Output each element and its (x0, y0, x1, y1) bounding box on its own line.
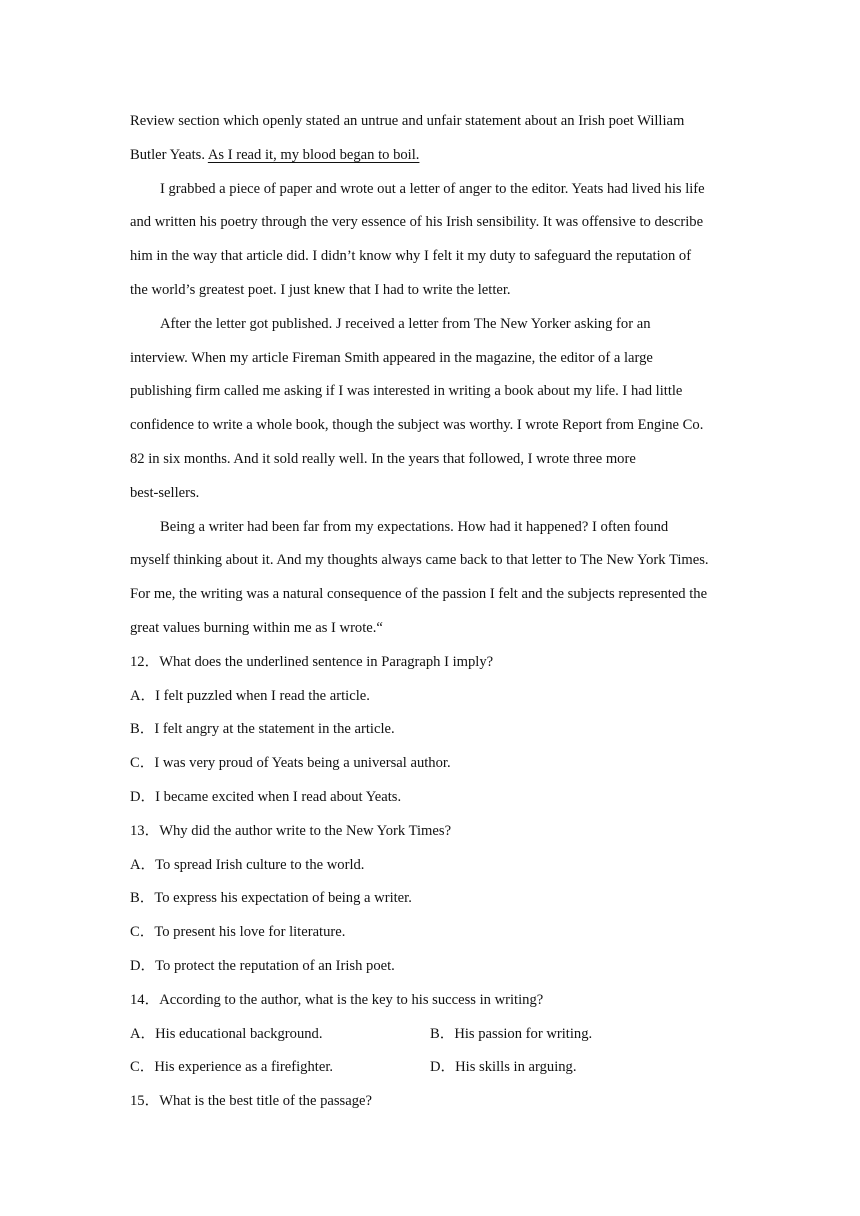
question-13-option-c: C．To present his love for literature. (130, 924, 346, 941)
question-14-option-d: D．His skills in arguing. (430, 1059, 577, 1076)
paragraph-1-line-1: Review section which openly stated an untrue and unfair statement about an Irish poet William (130, 113, 685, 129)
paragraph-1-line-2 (130, 139, 740, 173)
question-13-option-d: D．To protect the reputation of an Irish poet. (130, 957, 395, 974)
paragraph-2-line: the world’s greatest poet. I just knew that I had to write the letter. (130, 281, 511, 298)
paragraph-2-line: him in the way that article did. I didn’t know why I felt it my duty to safeguard the reputation of (130, 248, 692, 265)
question-13-option-b: B．To express his expectation of being a writer. (130, 890, 412, 907)
question-15-stem: 15．What is the best title of the passage? (130, 1093, 372, 1110)
question-13-option-a: A．To spread Irish culture to the world. (130, 856, 365, 873)
question-14-option-a: A．His educational background. (130, 1025, 323, 1042)
paragraph-4-line: Being a writer had been far from my expectations. How had it happened? I often found (160, 518, 669, 535)
question-14-options-row-1 (130, 1018, 740, 1052)
question-13-stem: 13．Why did the author write to the New York Times? (130, 822, 452, 839)
paragraph-2-line: and written his poetry through the very essence of his Irish sensibility. It was offensive to describe (130, 214, 704, 231)
paragraph-4-line: myself thinking about it. And my thoughts always came back to that letter to The New York Times. (130, 552, 709, 569)
paragraph-4-line: great values burning within me as I wrote.“ (130, 619, 383, 636)
paragraph-4-line: For me, the writing was a natural consequence of the passion I felt and the subjects represented the (130, 586, 708, 603)
question-12-option-d: D．I became excited when I read about Yeats. (130, 788, 402, 805)
question-14-stem: 14．According to the author, what is the key to his success in writing? (130, 991, 544, 1008)
paragraph-3-line: 82 in six months. And it sold really well. In the years that followed, I wrote three more (130, 450, 636, 467)
paragraph-3-line: interview. When my article Fireman Smith appeared in the magazine, the editor of a large (130, 349, 653, 366)
paragraph-1-text: Butler Yeats. (130, 146, 208, 163)
paragraph-3-line: After the letter got published. J received a letter from The New Yorker asking for an (160, 315, 651, 332)
question-14-option-b: B．His passion for writing. (430, 1025, 593, 1042)
question-14-options-row-2 (130, 1051, 740, 1085)
question-12-option-b: B．I felt angry at the statement in the article. (130, 721, 395, 738)
paragraph-3-line: best-sellers. (130, 484, 200, 501)
question-12-option-c: C．I was very proud of Yeats being a universal author. (130, 755, 451, 772)
paragraph-3-line: publishing firm called me asking if I was interested in writing a book about my life. I had little (130, 383, 683, 400)
document-page (130, 105, 740, 1119)
paragraph-3-line: confidence to write a whole book, though the subject was worthy. I wrote Report from Engine Co. (130, 417, 704, 434)
paragraph-2-line: I grabbed a piece of paper and wrote out a letter of anger to the editor. Yeats had lived his life (160, 180, 705, 197)
question-12-option-a: A．I felt puzzled when I read the article. (130, 687, 370, 704)
question-12-stem: 12．What does the underlined sentence in Paragraph I imply? (130, 653, 494, 670)
underlined-sentence: As I read it, my blood began to boil. (207, 146, 420, 163)
question-14-option-c: C．His experience as a firefighter. (130, 1059, 334, 1076)
